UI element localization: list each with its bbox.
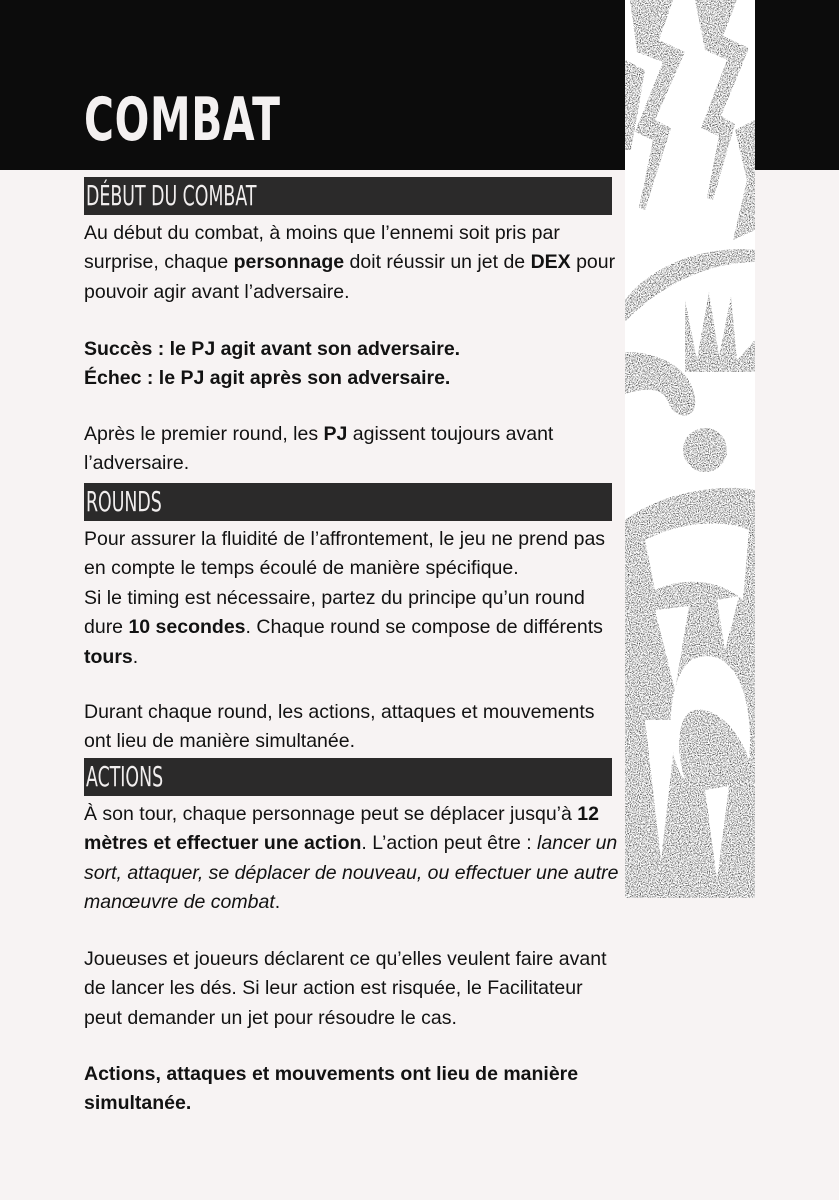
success-failure-rules	[84, 335, 619, 394]
rounds-simultaneous-paragraph: Durant chaque round, les actions, attaques et mouvements ont lieu de manière simultanée.	[84, 701, 595, 753]
text-run: .	[274, 891, 281, 914]
after-first-round-paragraph	[84, 420, 619, 479]
bold-term-pj: PJ	[323, 423, 348, 445]
text-run: À son tour, chaque personnage peut se déplacer jusqu’à	[84, 803, 578, 825]
text-run: pour pouvoir agir avant l’adversaire.	[84, 251, 616, 303]
bold-term-personnage: personnage	[233, 251, 345, 274]
section-heading-actions	[84, 758, 612, 796]
bold-term-tours: tours	[84, 645, 133, 668]
bold-term-dex: DEX	[530, 251, 571, 274]
page-title: COMBAT	[84, 85, 281, 155]
text-run: .	[132, 645, 139, 668]
section-heading-label: ROUNDS	[86, 485, 162, 518]
section-heading-label: DÉBUT DU COMBAT	[86, 179, 257, 212]
section-heading-rounds	[84, 483, 612, 521]
failure-rule: Échec : le PJ agit après son adversaire.	[84, 367, 451, 390]
declare-actions-paragraph: Joueuses et joueurs déclarent ce qu’elles veulent faire avant de lancer les dés. Si leur action est risquée, le Facilitateur peut demander un jet pour résoudre le cas.	[84, 948, 607, 1029]
decorative-ink-strip	[625, 0, 755, 898]
section-heading-debut-du-combat	[84, 177, 612, 215]
text-run: agissent toujours avant l’adversaire.	[84, 423, 554, 475]
bold-term-10-secondes: 10 secondes	[128, 616, 246, 639]
bold-term-move-and-action: 12 mètres et effectuer une action	[84, 803, 599, 855]
text-run: . L’action peut être :	[361, 832, 538, 855]
rounds-intro-paragraph	[84, 525, 619, 672]
text-run: doit réussir un jet de	[344, 251, 531, 274]
success-rule: Succès : le PJ agit avant son adversaire.	[84, 338, 461, 360]
simultaneous-actions-note: Actions, attaques et mouvements ont lieu de manière simultanée.	[84, 1063, 579, 1115]
text-run: Si le timing est nécessaire, partez du principe qu’un round dure	[84, 586, 585, 639]
text-run: Pour assurer la fluidité de l’affrontement, le jeu ne prend pas en compte le temps écoulé de manière spécifique.	[84, 528, 606, 580]
ink-illustration-icon	[625, 0, 755, 898]
actions-intro-paragraph	[84, 800, 619, 918]
text-run: Au début du combat, à moins que l’ennemi soit pris par surprise, chaque	[84, 222, 560, 274]
debut-intro-paragraph	[84, 219, 619, 307]
section-heading-label: ACTIONS	[86, 760, 164, 793]
text-run: Après le premier round, les	[84, 423, 324, 445]
text-run: . Chaque round se compose de différents	[245, 616, 603, 639]
italic-action-list: lancer un sort, attaquer, se déplacer de nouveau, ou effectuer une autre manœuvre de combat	[84, 832, 619, 914]
